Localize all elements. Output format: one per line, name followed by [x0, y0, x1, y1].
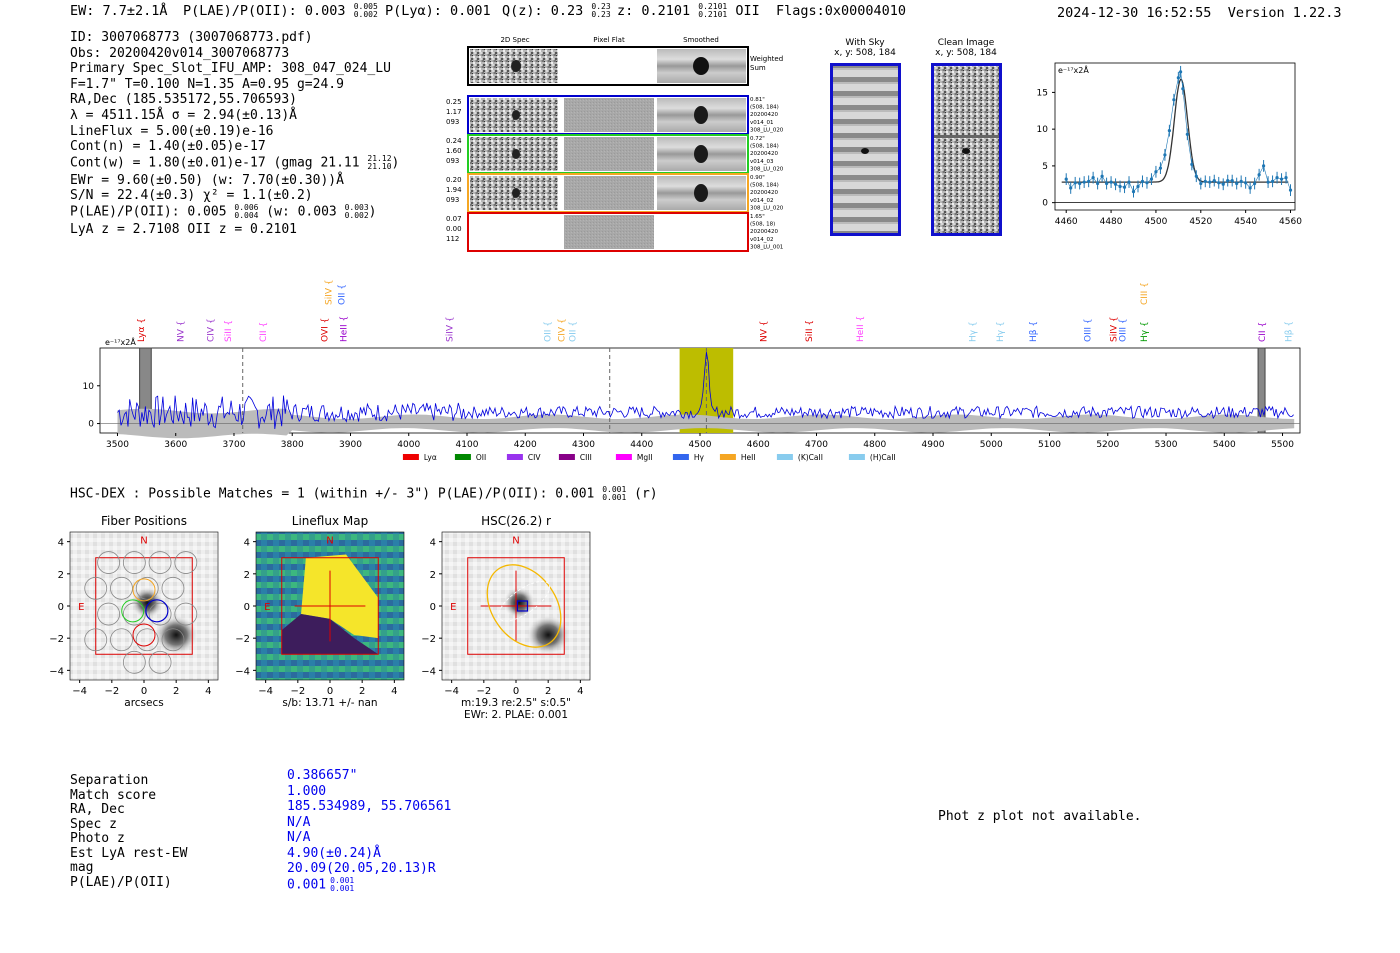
info-primary: Primary Spec_Slot_IFU_AMP: 308_047_024_LU	[70, 61, 391, 77]
flags-header: Flags:0x00004010	[776, 3, 907, 19]
spectrum-xtick-label: 4400	[630, 440, 654, 450]
cutout-right-label: 308_LU_001	[750, 244, 784, 251]
plae-value: P(LAE)/P(OII): 0.005	[70, 204, 227, 220]
weighted-sum-label-2: Sum	[750, 64, 766, 72]
hsc-title-hi: 0.001	[602, 485, 627, 494]
full-chart-group	[83, 279, 1300, 462]
hsc-xtick-label: 4	[577, 686, 584, 697]
spectrum-line-label: SiII {	[804, 319, 815, 342]
spectrum-ylabel: e⁻¹⁷x2Å	[105, 338, 136, 347]
hsc-ytick-label: −2	[49, 634, 64, 646]
contw-end: )	[391, 155, 400, 171]
zoom-ylabel: e⁻¹⁷x2Å	[1058, 66, 1089, 75]
spectrum-line-label: CII {	[1258, 321, 1269, 342]
cutout-left-label: 093	[446, 157, 460, 165]
legend-label: OII	[475, 453, 487, 462]
east-label: E	[78, 602, 85, 613]
contw-value: Cont(w) = 1.80(±0.01)e-17 (gmag 21.11	[70, 155, 360, 171]
cutout-right-label: 0.90"	[750, 175, 765, 181]
spectrum-line-label: CIV {	[206, 318, 217, 342]
hsc-xtick-label: 0	[512, 686, 520, 697]
spectrum-xtick-label: 4600	[746, 440, 770, 450]
with-sky-image	[830, 63, 901, 236]
spectrum-xtick-label: 5000	[979, 440, 1003, 450]
match-label: Match score	[70, 787, 157, 803]
legend-swatch	[455, 454, 471, 460]
spectrum-line-label: OII {	[568, 321, 579, 342]
hsc-group	[49, 514, 590, 721]
plae-header-lo: 0.002	[353, 10, 378, 19]
match-value: 0.001 0.001 0.001	[287, 875, 355, 893]
legend-swatch	[777, 454, 793, 460]
info-lineflux: LineFlux = 5.00(±0.19)e-16	[70, 123, 274, 139]
spectrum-line-label: OII {	[337, 284, 348, 305]
col-label-2dspec: 2D Spec	[500, 36, 530, 44]
col-label-pixelflat: Pixel Flat	[593, 36, 625, 44]
hsc-ytick-label: −2	[235, 634, 250, 646]
match-value: 1.000	[287, 783, 327, 799]
zoom-chart-group	[1037, 63, 1303, 227]
hsc-panel-title: HSC(26.2) r	[481, 514, 551, 528]
cutout-source	[512, 110, 520, 120]
z-header	[617, 3, 760, 19]
qz-header-lo: 0.23	[591, 10, 611, 19]
spectrum-xtick-label: 4900	[921, 440, 945, 450]
hsc-panels	[45, 510, 615, 725]
hsc-title-end: (r)	[634, 486, 658, 502]
contw-hi: 21.12	[367, 153, 392, 163]
cutout-right-label: 308_LU_020	[750, 127, 784, 134]
match-values	[287, 768, 451, 893]
info-contw	[70, 155, 399, 173]
spectrum-line-label: CIII {	[1139, 282, 1150, 305]
east-label: E	[450, 602, 457, 613]
timestamp-value: 2024-12-30 16:52:55	[1057, 5, 1212, 21]
legend-label: (H)CaII	[869, 453, 896, 462]
legend-label: Hγ	[693, 453, 704, 462]
spectrum-line-label: Hγ {	[1139, 321, 1150, 342]
info-contn: Cont(n) = 1.40(±0.05)e-17	[70, 139, 266, 155]
version-value: Version 1.22.3	[1227, 5, 1342, 21]
spectrum-xtick-label: 3700	[222, 440, 246, 450]
hsc-title-range	[602, 486, 626, 502]
zoom-xtick-label: 4460	[1054, 217, 1078, 227]
photz-note: Phot z plot not available.	[938, 809, 1142, 824]
hsc-panel-title: Fiber Positions	[100, 514, 188, 528]
hsc-title-lo: 0.001	[602, 493, 627, 502]
clean-image	[931, 63, 1002, 236]
legend-swatch	[616, 454, 632, 460]
plae-w-lo: 0.002	[344, 210, 369, 220]
hsc-xtick-label: 0	[140, 686, 148, 697]
hsc-xlabel: arcsecs	[124, 697, 164, 709]
plya-header: P(Lyα): 0.001	[385, 3, 491, 19]
spectrum-xtick-label: 3500	[106, 440, 129, 450]
cutout-right-label: (508, 184)	[750, 143, 779, 150]
spectrum-xtick-label: 4300	[572, 440, 595, 450]
zoom-xtick-label: 4520	[1189, 217, 1213, 227]
match-label: Separation	[70, 773, 149, 788]
z-header-value: z: 0.2101	[617, 3, 691, 19]
spectrum-line-label: Hβ {	[1029, 320, 1040, 342]
spectrum-xtick-label: 5400	[1212, 440, 1236, 450]
hsc-ytick-label: −4	[49, 666, 64, 678]
info-plae	[70, 204, 399, 222]
spectrum-line-label: OIII {	[1083, 318, 1094, 342]
cutout-left-label: 0.07	[446, 215, 462, 223]
spectrum-line-label: SiIV {	[1109, 316, 1120, 342]
spectrum-xtick-label: 4200	[513, 440, 537, 450]
timestamp	[1057, 5, 1342, 21]
plae-w-range	[345, 204, 369, 220]
spectrum-line-label: HeII {	[856, 315, 867, 342]
cutout-left-label: 1.60	[446, 147, 462, 155]
spectrum-line-label: Hγ {	[968, 321, 979, 342]
match-label: RA, Dec	[70, 802, 125, 817]
spectrum-xtick-label: 3900	[339, 440, 362, 450]
match-label: Spec z	[70, 816, 117, 832]
cutout-right-label: 20200420	[750, 151, 778, 158]
match-plae-range	[330, 877, 354, 893]
galaxy-core	[503, 587, 535, 619]
qz-header	[502, 3, 611, 19]
cutout-right-label: 0.72"	[750, 136, 765, 142]
match-value: 0.386657"	[287, 768, 358, 783]
spectrum-xtick-label: 4100	[455, 440, 479, 450]
hsc-ytick-label: 4	[429, 537, 436, 549]
zoom-spectrum-chart	[1020, 55, 1310, 230]
hsc-ytick-label: 2	[57, 569, 64, 581]
hsc-xtick-label: 2	[544, 686, 552, 697]
hsc-xlabel: s/b: 13.71 +/- nan	[282, 697, 378, 709]
cutout-right-label: (508, 184)	[750, 104, 779, 111]
z-header-range	[698, 3, 727, 19]
contw-range	[367, 155, 391, 171]
plae-header-hi: 0.005	[353, 2, 378, 11]
spectrum-line-label: NV {	[176, 320, 187, 342]
spectrum-ytick-label: 0	[88, 419, 94, 430]
cutout-left-label: 112	[446, 235, 460, 243]
cutout-left-label: 1.94	[446, 186, 462, 194]
cutout-right-label: 20200420	[750, 112, 778, 119]
cutout-right-label: 20200420	[750, 229, 778, 236]
spectrum-xtick-label: 4800	[863, 440, 887, 450]
spectrum-line-label: Hγ {	[996, 321, 1006, 342]
spectrum-xtick-label: 5200	[1096, 440, 1120, 450]
hsc-ytick-label: 0	[243, 602, 250, 613]
clean-title-text: Clean Image	[937, 38, 995, 48]
cutout-smooth-source	[694, 106, 708, 124]
spectrum-xtick-label: 5300	[1154, 440, 1178, 450]
match-value: N/A	[287, 814, 311, 830]
z-header-hi: 0.2101	[698, 2, 728, 11]
contw-lo: 21.10	[367, 161, 392, 171]
plae-header	[183, 3, 378, 19]
hsc-title	[70, 486, 658, 502]
cutout-rows	[446, 96, 784, 251]
cutout-right-label: 20200420	[750, 190, 778, 197]
zoom-ytick-label: 0	[1042, 198, 1048, 209]
legend-swatch	[559, 454, 575, 460]
with-sky-title	[830, 38, 900, 58]
weighted-sum-label: Weighted	[750, 55, 784, 63]
hsc-xtick-label: 2	[358, 686, 366, 697]
qz-header-value: Q(z): 0.23	[502, 3, 584, 19]
weighted-sum-source	[511, 60, 521, 72]
cutout-right-label: v014_02	[750, 236, 774, 243]
hsc-title-text: HSC-DEX : Possible Matches = 1 (within +/- 3") P(LAE)/P(OII): 0.001	[70, 486, 595, 502]
clean-image-title	[930, 38, 1002, 58]
legend-swatch	[720, 454, 736, 460]
plae-end: )	[368, 204, 377, 220]
spectrum-line-label: OVI {	[320, 317, 331, 342]
cutout-right-label: (508, 184)	[750, 182, 779, 189]
hsc-xtick-label: −2	[104, 686, 120, 697]
z-header-line: OII	[735, 3, 760, 19]
match-label: Photo z	[70, 831, 125, 846]
cutout-source	[512, 188, 520, 198]
match-label: mag	[70, 860, 94, 875]
legend-swatch	[673, 454, 689, 460]
hsc-xtick-label: −2	[476, 686, 492, 697]
spectrum-line-label: SiII {	[224, 319, 235, 342]
spectrum-xtick-label: 5100	[1038, 440, 1061, 450]
hsc-xtick-label: 0	[326, 686, 334, 697]
hsc-xtick-label: 4	[391, 686, 398, 697]
hsc-xtick-label: −2	[290, 686, 306, 697]
info-ewr: EWr = 9.60(±0.50) (w: 7.70(±0.30))Å	[70, 172, 344, 188]
qz-header-range	[591, 3, 610, 19]
with-sky-sub: x, y: 508, 184	[834, 48, 896, 58]
zoom-xtick-label: 4560	[1279, 217, 1302, 227]
hsc-ytick-label: −4	[235, 666, 250, 678]
hsc-ytick-label: 4	[243, 537, 250, 549]
spectrum-xtick-label: 4000	[397, 440, 421, 450]
match-label: Est LyA rest-EW	[70, 845, 188, 861]
spectrum-ytick-label: 10	[82, 381, 94, 392]
cutout-left-label: 1.17	[446, 108, 462, 116]
zoom-ytick-label: 15	[1036, 88, 1048, 99]
cutout-grid	[440, 30, 800, 258]
hsc-xtick-label: −4	[444, 686, 460, 697]
cutout-right-label: v014_02	[750, 197, 774, 204]
plae-lo: 0.004	[234, 210, 259, 220]
cutout-right-label: 308_LU_020	[750, 205, 784, 212]
plae-hi: 0.006	[234, 202, 259, 212]
info-fiber: F=1.7" T=0.100 N=1.35 A=0.95 g=24.9	[70, 76, 344, 92]
spectrum-xtick-label: 5500	[1271, 440, 1294, 450]
legend-label: MgII	[636, 453, 653, 462]
hsc-ytick-label: 2	[429, 569, 436, 581]
match-labels	[70, 774, 187, 890]
info-obs: Obs: 20200420v014_3007068773	[70, 45, 290, 61]
full-spectrum-chart	[80, 275, 1320, 465]
match-value: 185.534989, 55.706561	[287, 799, 452, 814]
galaxy-companion	[526, 615, 570, 655]
north-label: N	[512, 535, 520, 547]
ew-header: EW: 7.7±2.1Å	[70, 3, 168, 19]
cutout-left-label: 0.25	[446, 98, 462, 106]
spectrum-line-label: CII {	[259, 321, 270, 342]
cutout-right-label: v014_01	[750, 119, 774, 126]
cutout-right-label: 308_LU_020	[750, 166, 784, 173]
spectrum-xtick-label: 4500	[688, 440, 712, 450]
legend-label: Lyα	[423, 453, 437, 462]
cutout-flat	[564, 176, 654, 210]
hsc-xtick-label: 4	[205, 686, 212, 697]
north-label: N	[140, 535, 148, 547]
cutout-flat	[564, 215, 654, 249]
hsc-xtick-label: 2	[172, 686, 180, 697]
spectrum-line-label: NV {	[759, 320, 770, 342]
plae-w-hi: 0.003	[344, 202, 369, 212]
legend-swatch	[507, 454, 523, 460]
legend-label: HeII	[740, 453, 756, 462]
spectrum-line-label: SiIV {	[445, 316, 456, 342]
qz-header-hi: 0.23	[591, 2, 611, 11]
cutout-left-label: 093	[446, 118, 460, 126]
cutout-smooth-source	[694, 145, 708, 163]
match-plae-lo: 0.001	[330, 883, 355, 893]
weighted-sum-smooth-source	[693, 57, 709, 75]
north-label: N	[326, 535, 334, 547]
spectrum-line-label: OII {	[543, 321, 554, 342]
zoom-ytick-label: 10	[1036, 125, 1048, 136]
hsc-ytick-label: 2	[243, 569, 250, 581]
hsc-xlabel-2: EWr: 2. PLAE: 0.001	[463, 709, 569, 721]
legend-label: (K)CaII	[797, 453, 823, 462]
info-sn: S/N = 22.4(±0.3) χ² = 1.1(±0.2)	[70, 188, 313, 204]
info-lambda: λ = 4511.15Å σ = 2.94(±0.13)Å	[70, 107, 297, 123]
match-plae-hi: 0.001	[330, 875, 355, 885]
match-value: N/A	[287, 830, 311, 845]
spectrum-line-label: HeII {	[339, 315, 350, 342]
hsc-ytick-label: −2	[421, 634, 436, 646]
with-sky-title-text: With Sky	[845, 38, 885, 48]
hsc-panel-title: Lineflux Map	[291, 514, 369, 528]
cutout-source	[512, 149, 520, 159]
hsc-ytick-label: 0	[57, 602, 64, 613]
cutout-right-label: v014_03	[750, 158, 774, 165]
zoom-xtick-label: 4500	[1144, 217, 1168, 227]
hsc-xlabel: m:19.3 re:2.5" s:0.5"	[461, 697, 571, 709]
legend-swatch	[403, 454, 419, 460]
col-label-smoothed: Smoothed	[683, 36, 719, 44]
cutout-smooth-source	[694, 184, 708, 202]
info-z: LyA z = 2.7108 OII z = 0.2101	[70, 221, 297, 237]
detection-info	[70, 30, 399, 238]
cutout-flat	[564, 137, 654, 171]
hsc-xtick-label: −4	[258, 686, 274, 697]
info-radec: RA,Dec (185.535172,55.706593)	[70, 92, 297, 108]
cutout-right-label: 1.65"	[750, 214, 765, 220]
cutout-left-label: 0.20	[446, 176, 462, 184]
plae-range	[234, 204, 258, 220]
zoom-xtick-label: 4540	[1234, 217, 1258, 227]
match-label: P(LAE)/P(OII)	[70, 874, 172, 890]
plae-header-value: P(LAE)/P(OII): 0.003	[183, 3, 346, 19]
cutout-left-label: 0.00	[446, 225, 462, 233]
info-id: ID: 3007068773 (3007068773.pdf)	[70, 30, 313, 45]
spectrum-line-label: Hβ {	[1284, 320, 1295, 342]
zoom-axes	[1055, 63, 1295, 210]
zoom-xtick-label: 4480	[1099, 217, 1123, 227]
hsc-ytick-label: 0	[429, 602, 436, 613]
spectrum-xtick-label: 4700	[805, 440, 828, 450]
cutout-left-label: 093	[446, 196, 460, 204]
spectrum-line-label: CIV {	[557, 318, 568, 342]
z-header-lo: 0.2101	[698, 10, 728, 19]
plae-header-range	[354, 3, 378, 19]
match-value: 4.90(±0.24)Å	[287, 845, 381, 861]
spectrum-xtick-label: 3600	[164, 440, 188, 450]
legend-label: CIV	[527, 453, 541, 462]
legend-swatch	[849, 454, 865, 460]
cutout-flat	[564, 98, 654, 132]
spectrum-line-label: SiIV {	[324, 279, 335, 305]
match-value: 20.09(20.05,20.13)R	[287, 861, 436, 876]
hsc-xtick-label: −4	[72, 686, 88, 697]
clean-sub: x, y: 508, 184	[935, 48, 997, 58]
cutout-right-label: 0.81"	[750, 97, 765, 103]
spectrum-xtick-label: 3800	[280, 440, 304, 450]
spectrum-line-label: OIII {	[1118, 318, 1129, 342]
hsc-ytick-label: −4	[421, 666, 436, 678]
plae-w: (w: 0.003	[266, 204, 337, 220]
spectrum-line-label: Lyα {	[136, 317, 147, 342]
hsc-ytick-label: 4	[57, 537, 64, 549]
legend-label: CIII	[579, 453, 592, 462]
zoom-ytick-label: 5	[1042, 161, 1048, 172]
east-label: E	[264, 602, 271, 613]
cutout-right-label: (508, 18)	[750, 221, 776, 228]
cutout-left-label: 0.24	[446, 137, 462, 145]
